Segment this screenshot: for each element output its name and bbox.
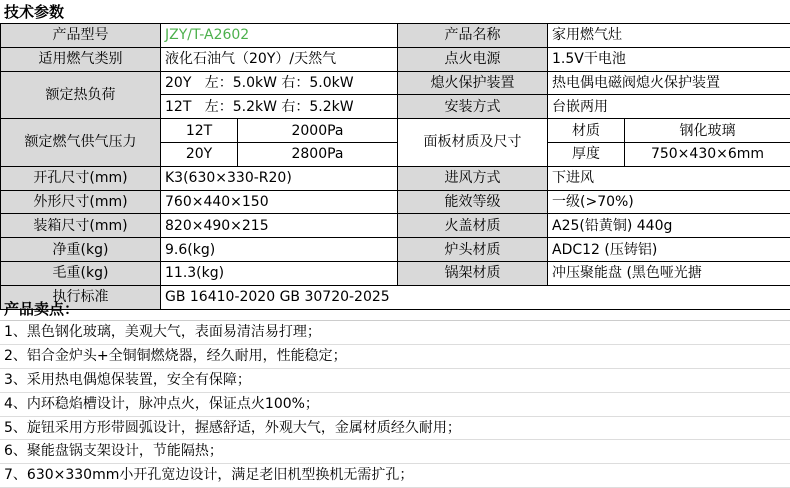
ignition-value: 1.5V干电池	[548, 47, 790, 71]
flameout-value: 热电偶电磁阀熄火保护装置	[548, 71, 790, 95]
table-row	[1, 47, 790, 71]
hole-value: K3(630×330-R20)	[161, 166, 398, 190]
box-value: 820×490×215	[161, 214, 398, 238]
selling-points	[0, 298, 790, 488]
gross-label: 毛重(kg)	[1, 261, 161, 285]
rack-value: 冲压聚能盘 (黑色哑光搪	[548, 261, 790, 285]
cap-label: 火盖材质	[398, 214, 548, 238]
outer-value: 760×440×150	[161, 190, 398, 214]
standard-label: 执行标准	[1, 285, 161, 309]
pressure-gas-12t: 12T	[161, 119, 238, 143]
thickness-label: 厚度	[548, 142, 625, 166]
list-item: 1、黑色钢化玻璃，美观大气，表面易清洁易打理；	[0, 321, 790, 345]
spec-table	[0, 23, 790, 310]
pressure-value-20y: 2800Pa	[238, 142, 398, 166]
table-row	[1, 166, 790, 190]
net-value: 9.6(kg)	[161, 238, 398, 262]
pressure-value-12t: 2000Pa	[238, 119, 398, 143]
table-row	[1, 119, 790, 143]
list-item: 5、旋钮采用方形带圆弧设计，握感舒适，外观大气，金属材质经久耐用；	[0, 417, 790, 441]
hole-label: 开孔尺寸(mm)	[1, 166, 161, 190]
air-value: 下进风	[548, 166, 790, 190]
thickness-value: 750×430×6mm	[625, 142, 790, 166]
gas-label: 适用燃气类别	[1, 47, 161, 71]
install-label: 安装方式	[398, 95, 548, 119]
model-label: 产品型号	[1, 24, 161, 48]
table-row	[1, 190, 790, 214]
name-value: 家用燃气灶	[548, 24, 790, 48]
panel-label: 面板材质及尺寸	[398, 119, 548, 167]
gas-value: 液化石油气（20Y）/天然气	[161, 47, 398, 71]
material-value: 钢化玻璃	[625, 119, 790, 143]
list-item: 2、铝合金炉头+全铜铜燃烧器，经久耐用，性能稳定；	[0, 345, 790, 369]
outer-label: 外形尺寸(mm)	[1, 190, 161, 214]
rack-label: 锅架材质	[398, 261, 548, 285]
heat-20y: 20Y 左：5.0kW 右：5.0kW	[161, 71, 398, 95]
flameout-label: 熄火保护装置	[398, 71, 548, 95]
air-label: 进风方式	[398, 166, 548, 190]
list-item: 7、630×330mm小开孔宽边设计，满足老旧机型换机无需扩孔；	[0, 464, 790, 488]
list-item: 4、内环稳焰槽设计，脉冲点火，保证点火100%；	[0, 393, 790, 417]
table-row	[1, 24, 790, 48]
list-item: 3、采用热电偶熄保装置，安全有保障；	[0, 369, 790, 393]
section-title: 技术参数	[4, 2, 64, 22]
net-label: 净重(kg)	[1, 238, 161, 262]
box-label: 装箱尺寸(mm)	[1, 214, 161, 238]
material-label: 材质	[548, 119, 625, 143]
heat-label: 额定热负荷	[1, 71, 161, 119]
cap-value: A25(铅黄铜) 440g	[548, 214, 790, 238]
ignition-label: 点火电源	[398, 47, 548, 71]
model-value: JZY/T-A2602	[161, 24, 398, 48]
heat-12t: 12T 左：5.2kW 右：5.2kW	[161, 95, 398, 119]
burner-label: 炉头材质	[398, 238, 548, 262]
list-item: 6、聚能盘锅支架设计，节能隔热；	[0, 440, 790, 464]
table-row	[1, 238, 790, 262]
energy-value: 一级(>70%)	[548, 190, 790, 214]
name-label: 产品名称	[398, 24, 548, 48]
pressure-label: 额定燃气供气压力	[1, 119, 161, 167]
selling-points-header: 产品卖点：	[0, 298, 790, 321]
gross-value: 11.3(kg)	[161, 261, 398, 285]
table-row	[1, 214, 790, 238]
standard-value: GB 16410-2020 GB 30720-2025	[161, 285, 790, 309]
burner-value: ADC12 (压铸铝)	[548, 238, 790, 262]
energy-label: 能效等级	[398, 190, 548, 214]
table-row	[1, 71, 790, 95]
pressure-gas-20y: 20Y	[161, 142, 238, 166]
install-value: 台嵌两用	[548, 95, 790, 119]
table-row	[1, 261, 790, 285]
